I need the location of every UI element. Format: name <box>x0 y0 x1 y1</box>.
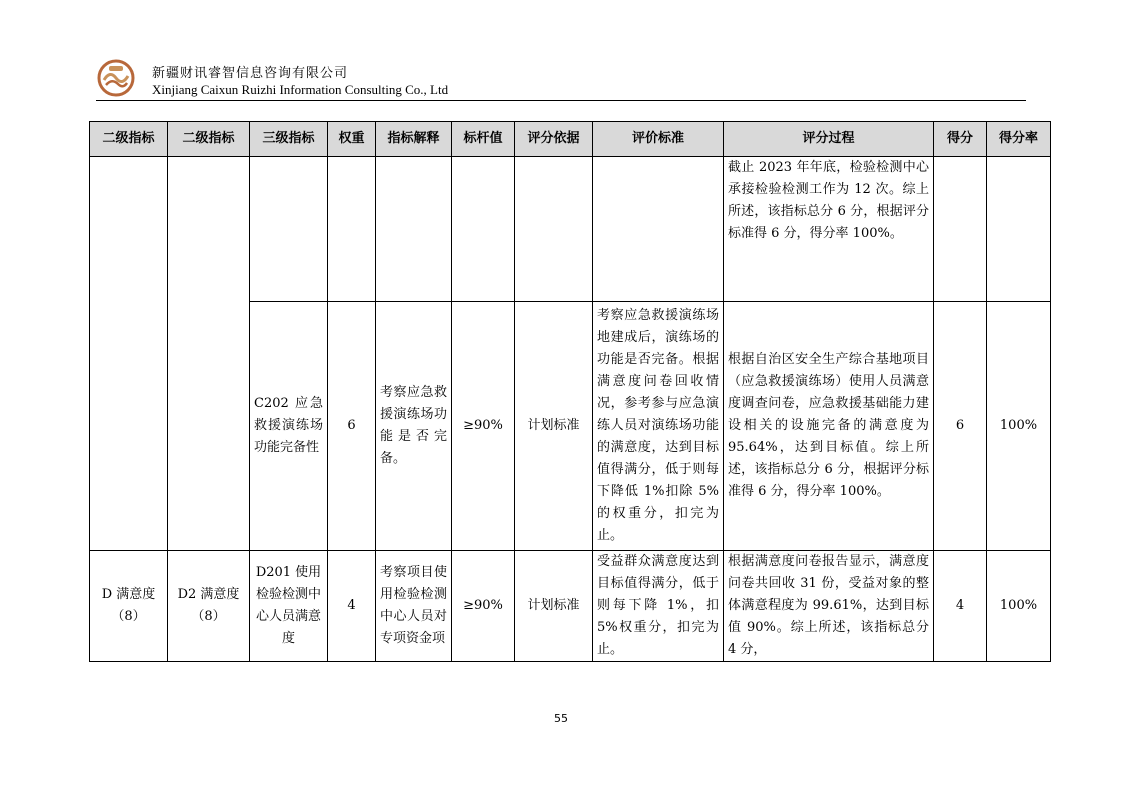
header-explanation: 指标解释 <box>376 122 452 157</box>
header-rate: 得分率 <box>987 122 1051 157</box>
cell-score: 4 <box>934 551 987 662</box>
table-header-row <box>90 122 1051 157</box>
cell-level2-empty <box>168 157 250 551</box>
cell-basis: 计划标准 <box>515 551 593 662</box>
page-header <box>96 56 1026 102</box>
header-process: 评分过程 <box>724 122 934 157</box>
cell-benchmark: ≥90% <box>452 302 515 551</box>
cell-explanation: 考察应急救援演练场功能是否完备。 <box>376 302 452 551</box>
cell-empty <box>515 157 593 302</box>
company-logo-icon <box>96 58 136 98</box>
header-benchmark: 标杆值 <box>452 122 515 157</box>
cell-standard: 受益群众满意度达到目标值得满分，低于则每下降 1%，扣 5%权重分，扣完为止。 <box>593 551 724 662</box>
cell-empty <box>934 157 987 302</box>
cell-empty <box>593 157 724 302</box>
cell-empty <box>328 157 376 302</box>
cell-empty <box>250 157 328 302</box>
cell-empty <box>987 157 1051 302</box>
cell-empty <box>376 157 452 302</box>
page-number: 55 <box>554 712 568 725</box>
cell-process: 截止 2023 年年底，检验检测中心承接检验检测工作为 12 次。综上所述，该指标总分 6 分，根据评分标准得 6 分，得分率 100%。 <box>724 157 934 302</box>
cell-process: 根据满意度问卷报告显示，满意度问卷共回收 31 份，受益对象的整体满意程度为 99.61%，达到目标值 90%。综上所述，该指标总分 4 分， <box>724 551 934 662</box>
cell-process: 根据自治区安全生产综合基地项目（应急救援演练场）使用人员满意度调查问卷，应急救援基础能力建设相关的设施完备的满意度为 95.64%，达到目标值。综上所述，该指标总分 6 分，根据评分标准得 6 分，得分率 100%。 <box>724 302 934 551</box>
header-divider <box>96 100 1026 101</box>
cell-rate: 100% <box>987 302 1051 551</box>
cell-level1: D 满意度（8） <box>90 551 168 662</box>
header-level1: 二级指标 <box>90 122 168 157</box>
cell-level3: D201 使用检验检测中心人员满意度 <box>250 551 328 662</box>
cell-weight: 4 <box>328 551 376 662</box>
cell-score: 6 <box>934 302 987 551</box>
header-score: 得分 <box>934 122 987 157</box>
cell-level3: C202 应急救援演练场功能完备性 <box>250 302 328 551</box>
cell-level1-empty <box>90 157 168 551</box>
header-basis: 评分依据 <box>515 122 593 157</box>
cell-weight: 6 <box>328 302 376 551</box>
cell-standard: 考察应急救援演练场地建成后，演练场的功能是否完备。根据满意度问卷回收情况，参考参与应急演练人员对演练场功能的满意度，达到目标值得满分，低于则每下降低 1%扣除 5%的权重分，扣完为止。 <box>593 302 724 551</box>
cell-benchmark: ≥90% <box>452 551 515 662</box>
company-name-en: Xinjiang Caixun Ruizhi Information Consulting Co., Ltd <box>152 82 449 97</box>
table-row <box>90 157 1051 302</box>
cell-rate: 100% <box>987 551 1051 662</box>
cell-basis: 计划标准 <box>515 302 593 551</box>
cell-level2: D2 满意度（8） <box>168 551 250 662</box>
header-standard: 评价标准 <box>593 122 724 157</box>
table-row <box>90 551 1051 662</box>
company-name-cn: 新疆财讯睿智信息咨询有限公司 <box>152 66 349 81</box>
header-level3: 三级指标 <box>250 122 328 157</box>
cell-explanation: 考察项目使用检验检测中心人员对专项资金项 <box>376 551 452 662</box>
header-level2: 二级指标 <box>168 122 250 157</box>
cell-empty <box>452 157 515 302</box>
header-weight: 权重 <box>328 122 376 157</box>
evaluation-table <box>89 121 1051 662</box>
